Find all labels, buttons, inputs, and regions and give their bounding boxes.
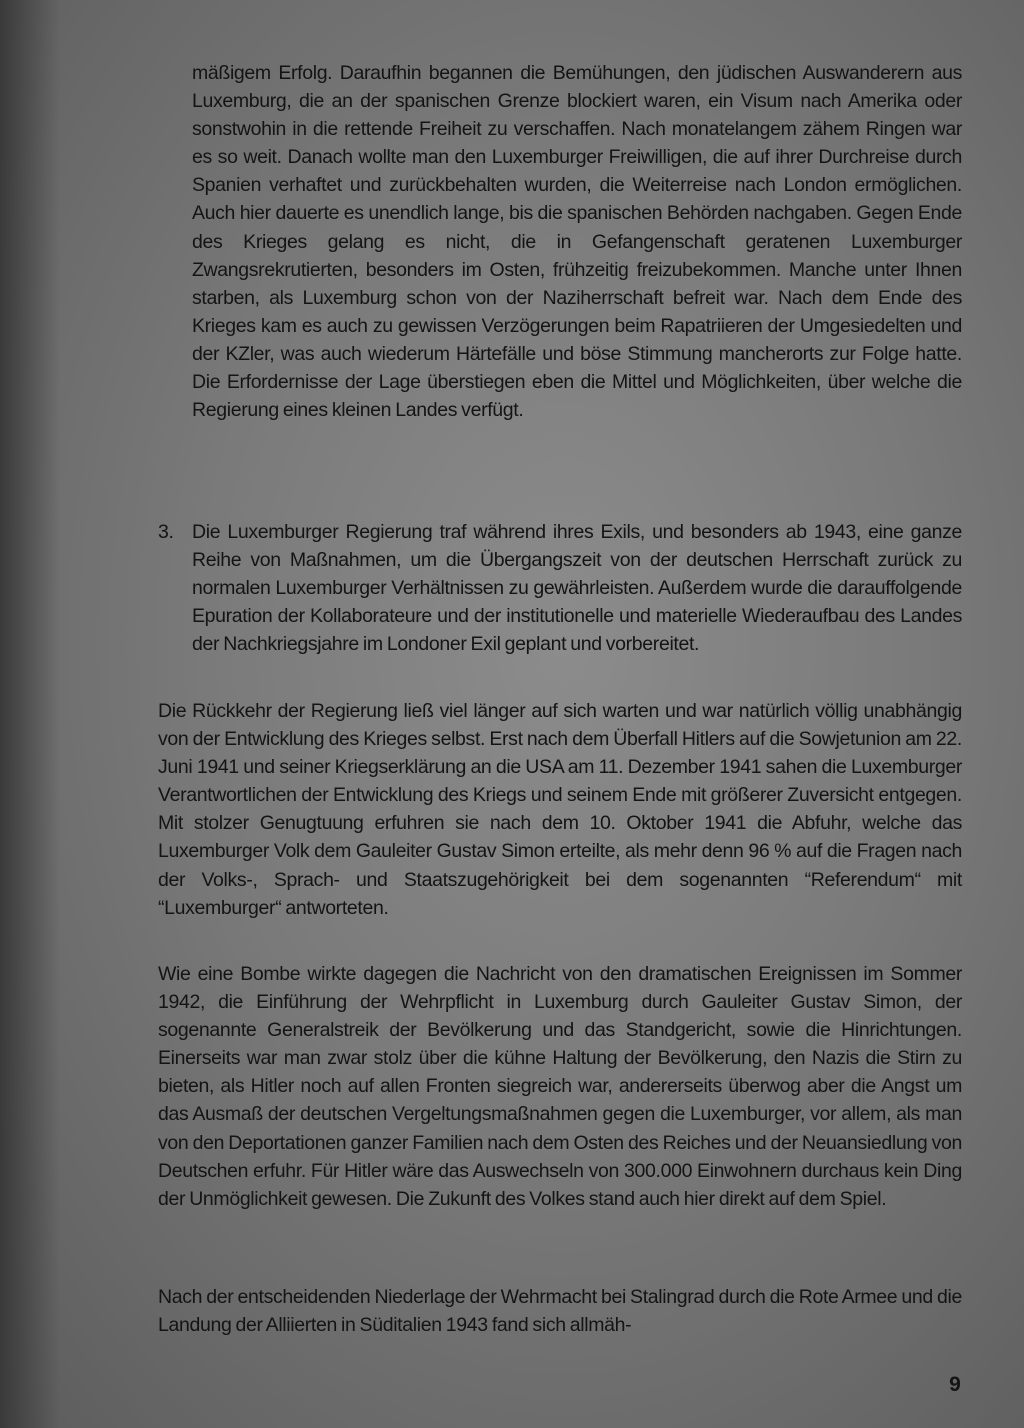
item-number: 3. xyxy=(158,521,174,543)
numbered-item-3 xyxy=(158,518,962,658)
page-binding-shadow xyxy=(0,0,60,1428)
paragraph-return-of-government: Die Rückkehr der Regierung ließ viel länger auf sich warten und war natürlich völlig unabhängig von der Entwicklung des Krieges selbst. Erst nach dem Überfall Hitlers auf die Sowjetunion am 22. Juni 1941 und seiner Kriegserklärung an die USA am 11. Dezember 1941 sahen die Luxemburger Verantwortlichen der Entwicklung des Kriegs und seinem Ende mit größerer Zuversicht entgegen. Mit stolzer Genugtuung erfuhren sie nach dem 10. Oktober 1941 die Abfuhr, welche das Luxemburger Volk dem Gauleiter Gustav Simon erteilte, als mehr denn 96 % auf die Fragen nach der Volks-, Sprach- und Staatszugehörigkeit bei dem sogenannten “Referendum“ mit “Luxemburger“ antworteten. xyxy=(158,700,962,919)
paragraph-stalingrad: Nach der entscheidenden Niederlage der Wehrmacht bei Stalingrad durch die Rote Armee und die Landung der Alliierten in Süditalien 1943 fand sich allmäh- xyxy=(158,1286,962,1337)
page-number: 9 xyxy=(949,1373,961,1396)
item-text: Die Luxemburger Regierung traf während ihres Exils, und besonders ab 1943, eine ganze Reihe von Maßnahmen, um die Übergangszeit von der deutschen Herrschaft zurück zu normalen Luxemburger Verhältnissen zu gewährleisten. Außerdem wurde die darauffolgende Epuration der Kollaborateure und der institutionelle und materielle Wiederaufbau des Landes der Nachkriegsjahre im Londoner Exil geplant und vorbereitet. xyxy=(192,521,962,656)
paragraph-events-1942: Wie eine Bombe wirkte dagegen die Nachricht von den dramatischen Ereignissen im Sommer 1942, die Einführung der Wehrpflicht in Luxemburg durch Gauleiter Gustav Simon, der sogenannte Generalstreik der Bevölkerung und das Standgericht, sowie die Hinrichtungen. Einerseits war man zwar stolz über die kühne Haltung der Bevölkerung, den Nazis die Stirn zu bieten, als Hitler noch auf allen Fronten siegreich war, andererseits überwog aber die Angst um das Ausmaß der deutschen Vergeltungsmaßnahmen gegen die Luxemburger, vor allem, als man von den Deportationen ganzer Familien nach dem Osten des Reiches und der Neuansiedlung von Deutschen erfuhr. Für Hitler wäre das Auswechseln von 300.000 Einwohnern durchaus kein Ding der Unmöglichkeit gewesen. Die Zukunft des Volkes stand auch hier direkt auf dem Spiel. xyxy=(158,963,962,1210)
continuation-paragraph: mäßigem Erfolg. Daraufhin begannen die Bemühungen, den jüdischen Auswanderern aus Luxemburg, die an der spanischen Grenze blockiert waren, ein Visum nach Amerika oder sonstwohin in die rettende Freiheit zu verschaffen. Nach monatelangem zähem Ringen war es so weit. Danach wollte man den Luxemburger Freiwilligen, die auf ihrer Durchreise durch Spanien verhaftet und zurückbehalten wurden, die Weiterreise nach London ermöglichen. Auch hier dauerte es unendlich lange, bis die spanischen Behörden nachgaben. Gegen Ende des Krieges gelang es nicht, die in Gefangenschaft geratenen Luxemburger Zwangsrekrutierten, besonders im Osten, frühzeitig freizubekommen. Manche unter Ihnen starben, als Luxemburg schon von der Naziherrschaft befreit war. Nach dem Ende des Krieges kam es auch zu gewissen Verzögerungen beim Rapatriieren der Umgesiedelten und der KZler, was auch wiederum Härtefälle und böse Stimmung mancherorts zur Folge hatte. Die Erfordernisse der Lage überstiegen eben die Mittel und Möglichkeiten, über welche die Regierung eines kleinen Landes verfügt. xyxy=(192,62,962,422)
